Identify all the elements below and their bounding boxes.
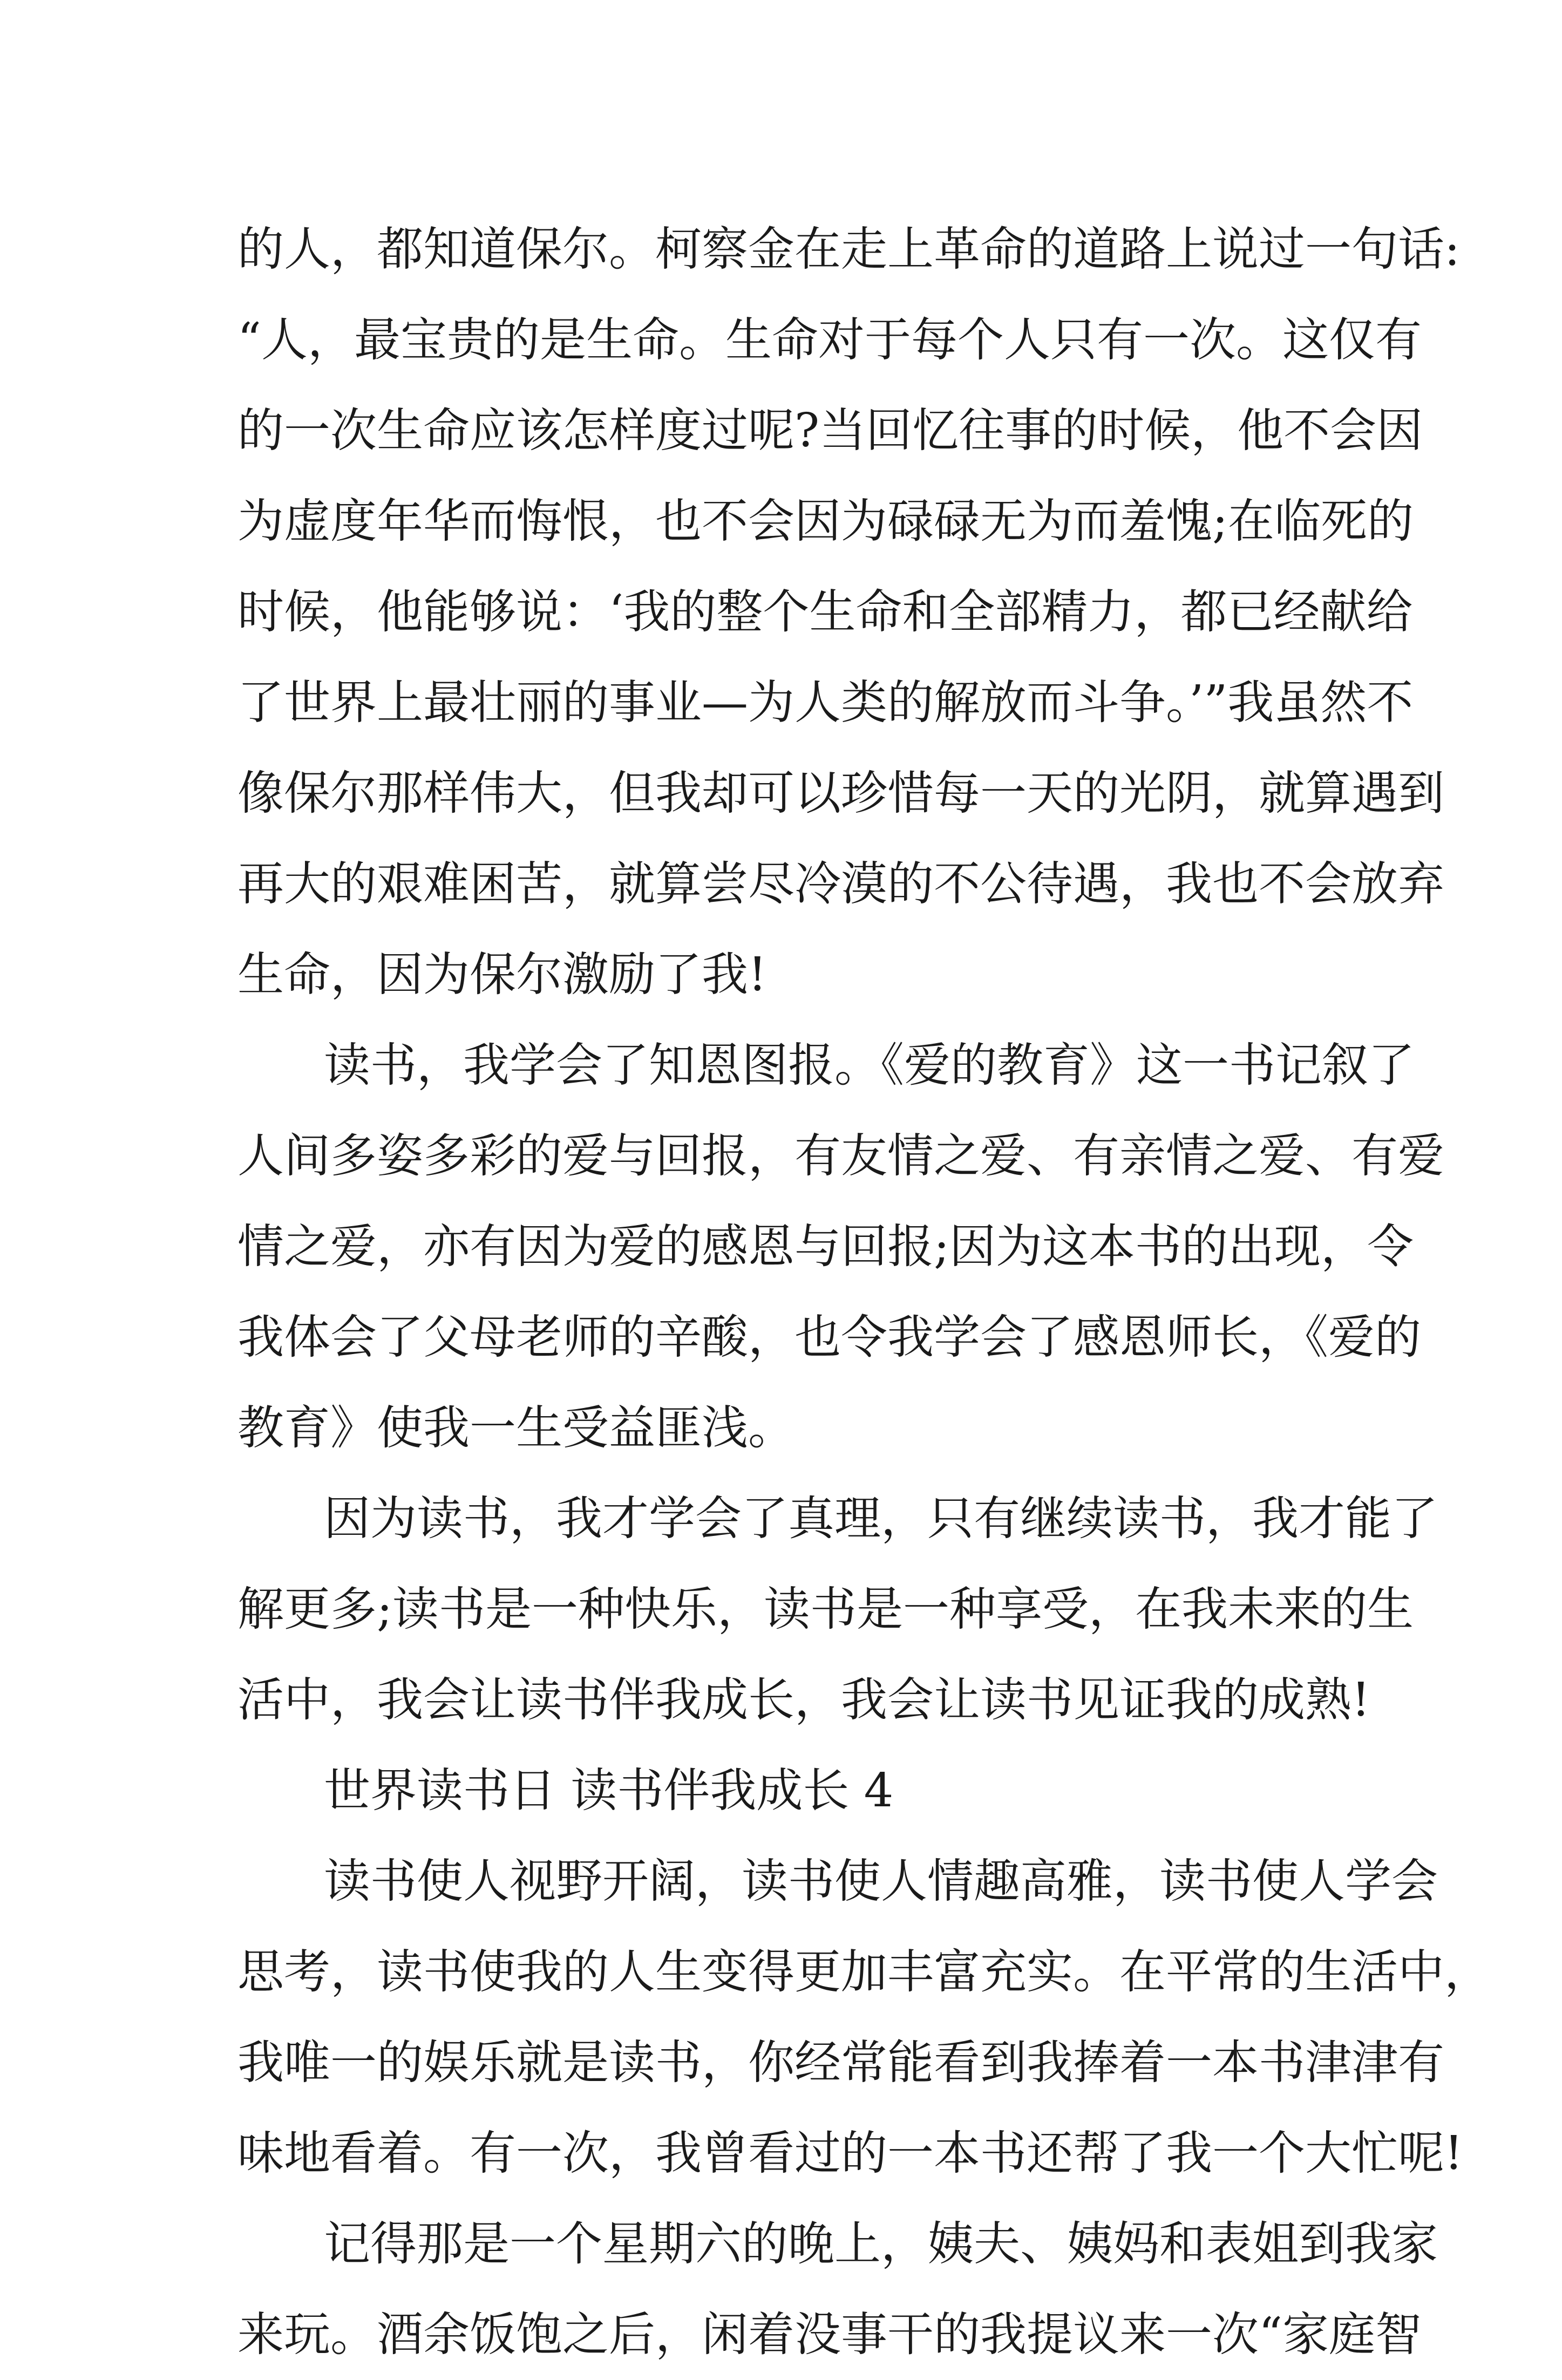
text-line: 像保尔那样伟大，但我却可以珍惜每一天的光阴，就算遇到 [237, 766, 1444, 820]
text-line: 来玩。酒余饭饱之后，闲着没事干的我提议来一次“家庭智 [237, 2308, 1422, 2362]
text-line: 味地看着。有一次，我曾看过的一本书还帮了我一个大忙呢! [237, 2126, 1463, 2180]
text-line: 思考，读书使我的人生变得更加丰富充实。在平常的生活中， [237, 1945, 1491, 1999]
text-line: 解更多;读书是一种快乐，读书是一种享受，在我未来的生 [237, 1582, 1414, 1636]
paragraph-start-line: 读书使人视野开阔，读书使人情趣高雅，读书使人学会 [324, 1854, 1438, 1908]
section-heading: 世界读书日 读书伴我成长 4 [324, 1764, 894, 1818]
paragraph-start-line: 读书，我学会了知恩图报。《爱的教育》这一书记叙了 [324, 1038, 1415, 1092]
text-line: 了世界上最壮丽的事业—为人类的解放而斗争。’”我虽然不 [237, 676, 1414, 730]
text-line: 再大的艰难困苦，就算尝尽冷漠的不公待遇，我也不会放弃 [237, 857, 1444, 911]
document-body [237, 204, 1491, 2380]
text-line: 我体会了父母老师的辛酸，也令我学会了感恩师长，《爱的 [237, 1310, 1421, 1364]
text-line: 我唯一的娱乐就是读书，你经常能看到我捧着一本书津津有 [237, 2036, 1444, 2090]
text-line: 时候，他能够说：‘我的整个生命和全部精力，都已经献给 [237, 585, 1413, 639]
text-line: 生命，因为保尔激励了我! [237, 948, 767, 1002]
text-line: 情之爱，亦有因为爱的感恩与回报;因为这本书的出现，令 [237, 1220, 1414, 1274]
text-line: 活中，我会让读书伴我成长，我会让读书见证我的成熟! [237, 1673, 1370, 1727]
text-line: 人间多姿多彩的爱与回报，有友情之爱、有亲情之爱、有爱 [237, 1129, 1444, 1183]
paragraph-start-line: 因为读书，我才学会了真理，只有继续读书，我才能了 [324, 1492, 1438, 1546]
text-line: 的人，都知道保尔。柯察金在走上革命的道路上说过一句话: [237, 222, 1460, 276]
paragraph-start-line: 记得那是一个星期六的晚上，姨夫、姨妈和表姐到我家 [324, 2217, 1438, 2271]
text-line: 教育》使我一生受益匪浅。 [237, 1401, 794, 1455]
text-line: 为虚度年华而悔恨，也不会因为碌碌无为而羞愧;在临死的 [237, 494, 1414, 548]
text-line: “人，最宝贵的是生命。生命对于每个人只有一次。这仅有 [237, 313, 1422, 367]
text-line: 的一次生命应该怎样度过呢?当回忆往事的时候，他不会因 [237, 404, 1423, 458]
